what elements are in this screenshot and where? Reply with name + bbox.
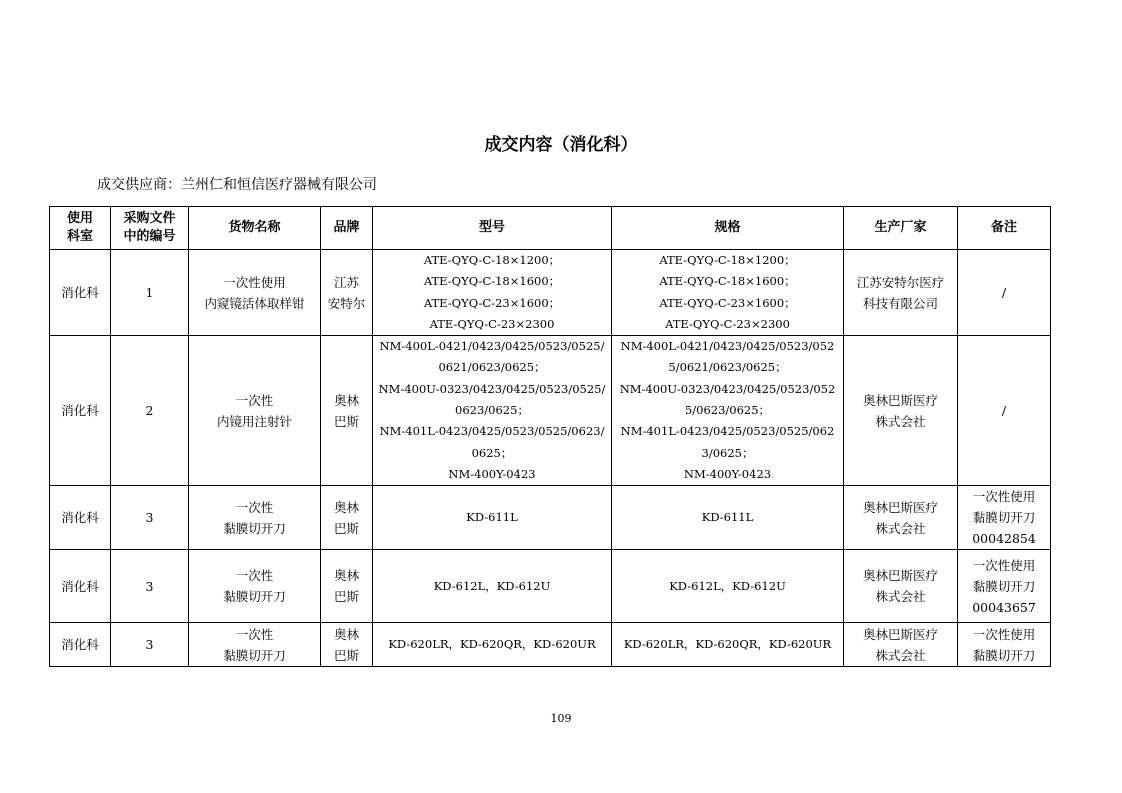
cell-model xyxy=(373,623,612,667)
cell-line: 黏膜切开刀 xyxy=(972,578,1036,594)
cell-line: 巴斯 xyxy=(333,413,359,429)
page-title: 成交内容（消化科） xyxy=(484,135,638,155)
cell-line: 江苏安特尔医疗 xyxy=(856,274,945,290)
cell-brand xyxy=(321,250,373,336)
cell-line: 一次性使用 xyxy=(972,489,1036,505)
cell-line: KD-611L xyxy=(466,510,518,525)
header-remark: 备注 xyxy=(958,207,1051,250)
cell-docno: 3 xyxy=(111,550,189,623)
cell-brand xyxy=(321,336,373,486)
cell-maker xyxy=(844,486,958,550)
cell-line: 株式会社 xyxy=(875,520,926,536)
cell-maker xyxy=(844,250,958,336)
cell-line: NM-400Y-0423 xyxy=(683,466,772,481)
cell-line: 0625； xyxy=(471,445,513,460)
table-row xyxy=(50,623,1051,667)
cell-line: 巴斯 xyxy=(333,520,359,536)
cell-brand xyxy=(321,486,373,550)
page-number: 109 xyxy=(550,712,572,725)
cell-line: 黏膜切开刀 xyxy=(223,589,286,605)
cell-line: 株式会社 xyxy=(875,589,926,605)
cell-name xyxy=(189,550,321,623)
cell-line: 科技有限公司 xyxy=(862,295,938,311)
header-docno: 采购文件 中的编号 xyxy=(111,207,189,250)
cell-maker xyxy=(844,336,958,486)
cell-line: 一次性 xyxy=(235,499,274,515)
table-row xyxy=(50,336,1051,486)
cell-model xyxy=(373,250,612,336)
cell-brand xyxy=(321,550,373,623)
cell-docno: 3 xyxy=(111,486,189,550)
header-brand: 品牌 xyxy=(321,207,373,250)
cell-line: NM-400L-0421/0423/0425/0523/052 xyxy=(620,339,835,354)
cell-line: 5/0621/0623/0625； xyxy=(668,360,787,375)
cell-line: 江苏 xyxy=(333,274,359,290)
header-spec: 规格 xyxy=(612,207,844,250)
cell-spec xyxy=(612,486,844,550)
cell-line: 一次性 xyxy=(235,392,274,408)
cell-line: 黏膜切开刀 xyxy=(223,520,286,536)
cell-line: 内镜用注射针 xyxy=(216,413,292,429)
cell-remark xyxy=(958,550,1051,623)
cell-line: 5/0623/0625； xyxy=(684,403,771,418)
cell-line: 奥林巴斯医疗 xyxy=(862,568,938,584)
cell-line: 0623/0625； xyxy=(455,403,529,418)
table-row xyxy=(50,486,1051,550)
cell-spec xyxy=(612,623,844,667)
cell-line: 奥林 xyxy=(333,392,359,408)
table-row xyxy=(50,550,1051,623)
cell-line: 奥林 xyxy=(333,499,359,515)
cell-line: NM-400L-0421/0423/0425/0523/0525/ xyxy=(379,339,605,354)
cell-line: 黏膜切开刀 xyxy=(972,510,1036,526)
cell-line: / xyxy=(1001,285,1007,301)
cell-line: NM-400U-0323/0423/0425/0523/052 xyxy=(619,381,836,396)
cell-dept: 消化科 xyxy=(50,550,111,623)
table-row xyxy=(50,250,1051,336)
cell-line: 00043657 xyxy=(972,599,1036,615)
cell-line: 巴斯 xyxy=(333,647,359,663)
cell-maker xyxy=(844,623,958,667)
cell-line: 株式会社 xyxy=(875,413,926,429)
cell-line: NM-400U-0323/0423/0425/0523/0525/ xyxy=(378,381,606,396)
cell-docno: 3 xyxy=(111,623,189,667)
cell-remark xyxy=(958,623,1051,667)
cell-line: 一次性 xyxy=(235,626,274,642)
cell-line: ATE-QYQ-C-23×1600； xyxy=(423,295,561,310)
cell-dept: 消化科 xyxy=(50,623,111,667)
cell-dept: 消化科 xyxy=(50,250,111,336)
header-dept: 使用 科室 xyxy=(50,207,111,250)
cell-dept: 消化科 xyxy=(50,336,111,486)
cell-line: 安特尔 xyxy=(327,295,366,311)
cell-line: ATE-QYQ-C-18×1200； xyxy=(423,253,561,267)
cell-line: NM-401L-0423/0425/0523/0525/0623/ xyxy=(379,424,605,439)
cell-line: 奥林 xyxy=(333,568,359,584)
cell-line: KD-612L，KD-612U xyxy=(433,578,551,593)
cell-line: ATE-QYQ-C-23×2300 xyxy=(665,316,790,331)
cell-spec xyxy=(612,336,844,486)
cell-line: 奥林巴斯医疗 xyxy=(862,499,938,515)
cell-line: 0621/0623/0625； xyxy=(438,360,546,375)
cell-line: 一次性使用 xyxy=(972,626,1036,642)
cell-brand xyxy=(321,623,373,667)
cell-line: ATE-QYQ-C-18×1600； xyxy=(423,274,561,289)
cell-spec xyxy=(612,250,844,336)
cell-line: 奥林巴斯医疗 xyxy=(862,392,938,408)
cell-line: 内窥镜活体取样钳 xyxy=(204,295,305,311)
cell-line: 3/0625； xyxy=(701,445,754,460)
cell-line: / xyxy=(1001,403,1007,419)
cell-remark xyxy=(958,336,1051,486)
cell-model xyxy=(373,336,612,486)
cell-line: ATE-QYQ-C-23×2300 xyxy=(429,316,555,331)
cell-docno: 1 xyxy=(111,250,189,336)
cell-line: KD-620LR，KD-620QR，KD-620UR xyxy=(623,637,832,652)
cell-line: 奥林 xyxy=(333,626,359,642)
header-maker: 生产厂家 xyxy=(844,207,958,250)
cell-docno: 2 xyxy=(111,336,189,486)
cell-name xyxy=(189,486,321,550)
cell-line: NM-400Y-0423 xyxy=(448,466,536,481)
cell-name xyxy=(189,250,321,336)
cell-line: KD-620LR，KD-620QR，KD-620UR xyxy=(388,637,596,652)
procurement-table xyxy=(49,206,1051,667)
cell-spec xyxy=(612,550,844,623)
cell-line: 黏膜切开刀 xyxy=(223,647,286,663)
cell-dept: 消化科 xyxy=(50,486,111,550)
cell-maker xyxy=(844,550,958,623)
cell-line: 巴斯 xyxy=(333,589,359,605)
cell-remark xyxy=(958,486,1051,550)
cell-name xyxy=(189,623,321,667)
table-header-row xyxy=(50,207,1051,250)
cell-line: ATE-QYQ-C-23×1600； xyxy=(659,295,796,310)
cell-model xyxy=(373,550,612,623)
cell-name xyxy=(189,336,321,486)
cell-line: 一次性使用 xyxy=(972,557,1036,573)
cell-line: 一次性使用 xyxy=(223,274,286,290)
cell-remark xyxy=(958,250,1051,336)
cell-line: NM-401L-0423/0425/0523/0525/062 xyxy=(620,424,835,439)
cell-line: 黏膜切开刀 xyxy=(972,647,1036,663)
cell-line: 株式会社 xyxy=(875,647,926,663)
cell-line: 00042854 xyxy=(972,531,1036,547)
cell-line: KD-612L，KD-612U xyxy=(669,578,786,593)
header-model: 型号 xyxy=(373,207,612,250)
cell-line: 奥林巴斯医疗 xyxy=(862,626,938,642)
cell-line: 一次性 xyxy=(235,568,274,584)
cell-line: ATE-QYQ-C-18×1600； xyxy=(659,274,796,289)
cell-model xyxy=(373,486,612,550)
cell-line: KD-611L xyxy=(701,510,754,525)
supplier-line: 成交供应商：兰州仁和恒信医疗器械有限公司 xyxy=(97,177,377,193)
header-name: 货物名称 xyxy=(189,207,321,250)
cell-line: ATE-QYQ-C-18×1200； xyxy=(659,253,796,267)
